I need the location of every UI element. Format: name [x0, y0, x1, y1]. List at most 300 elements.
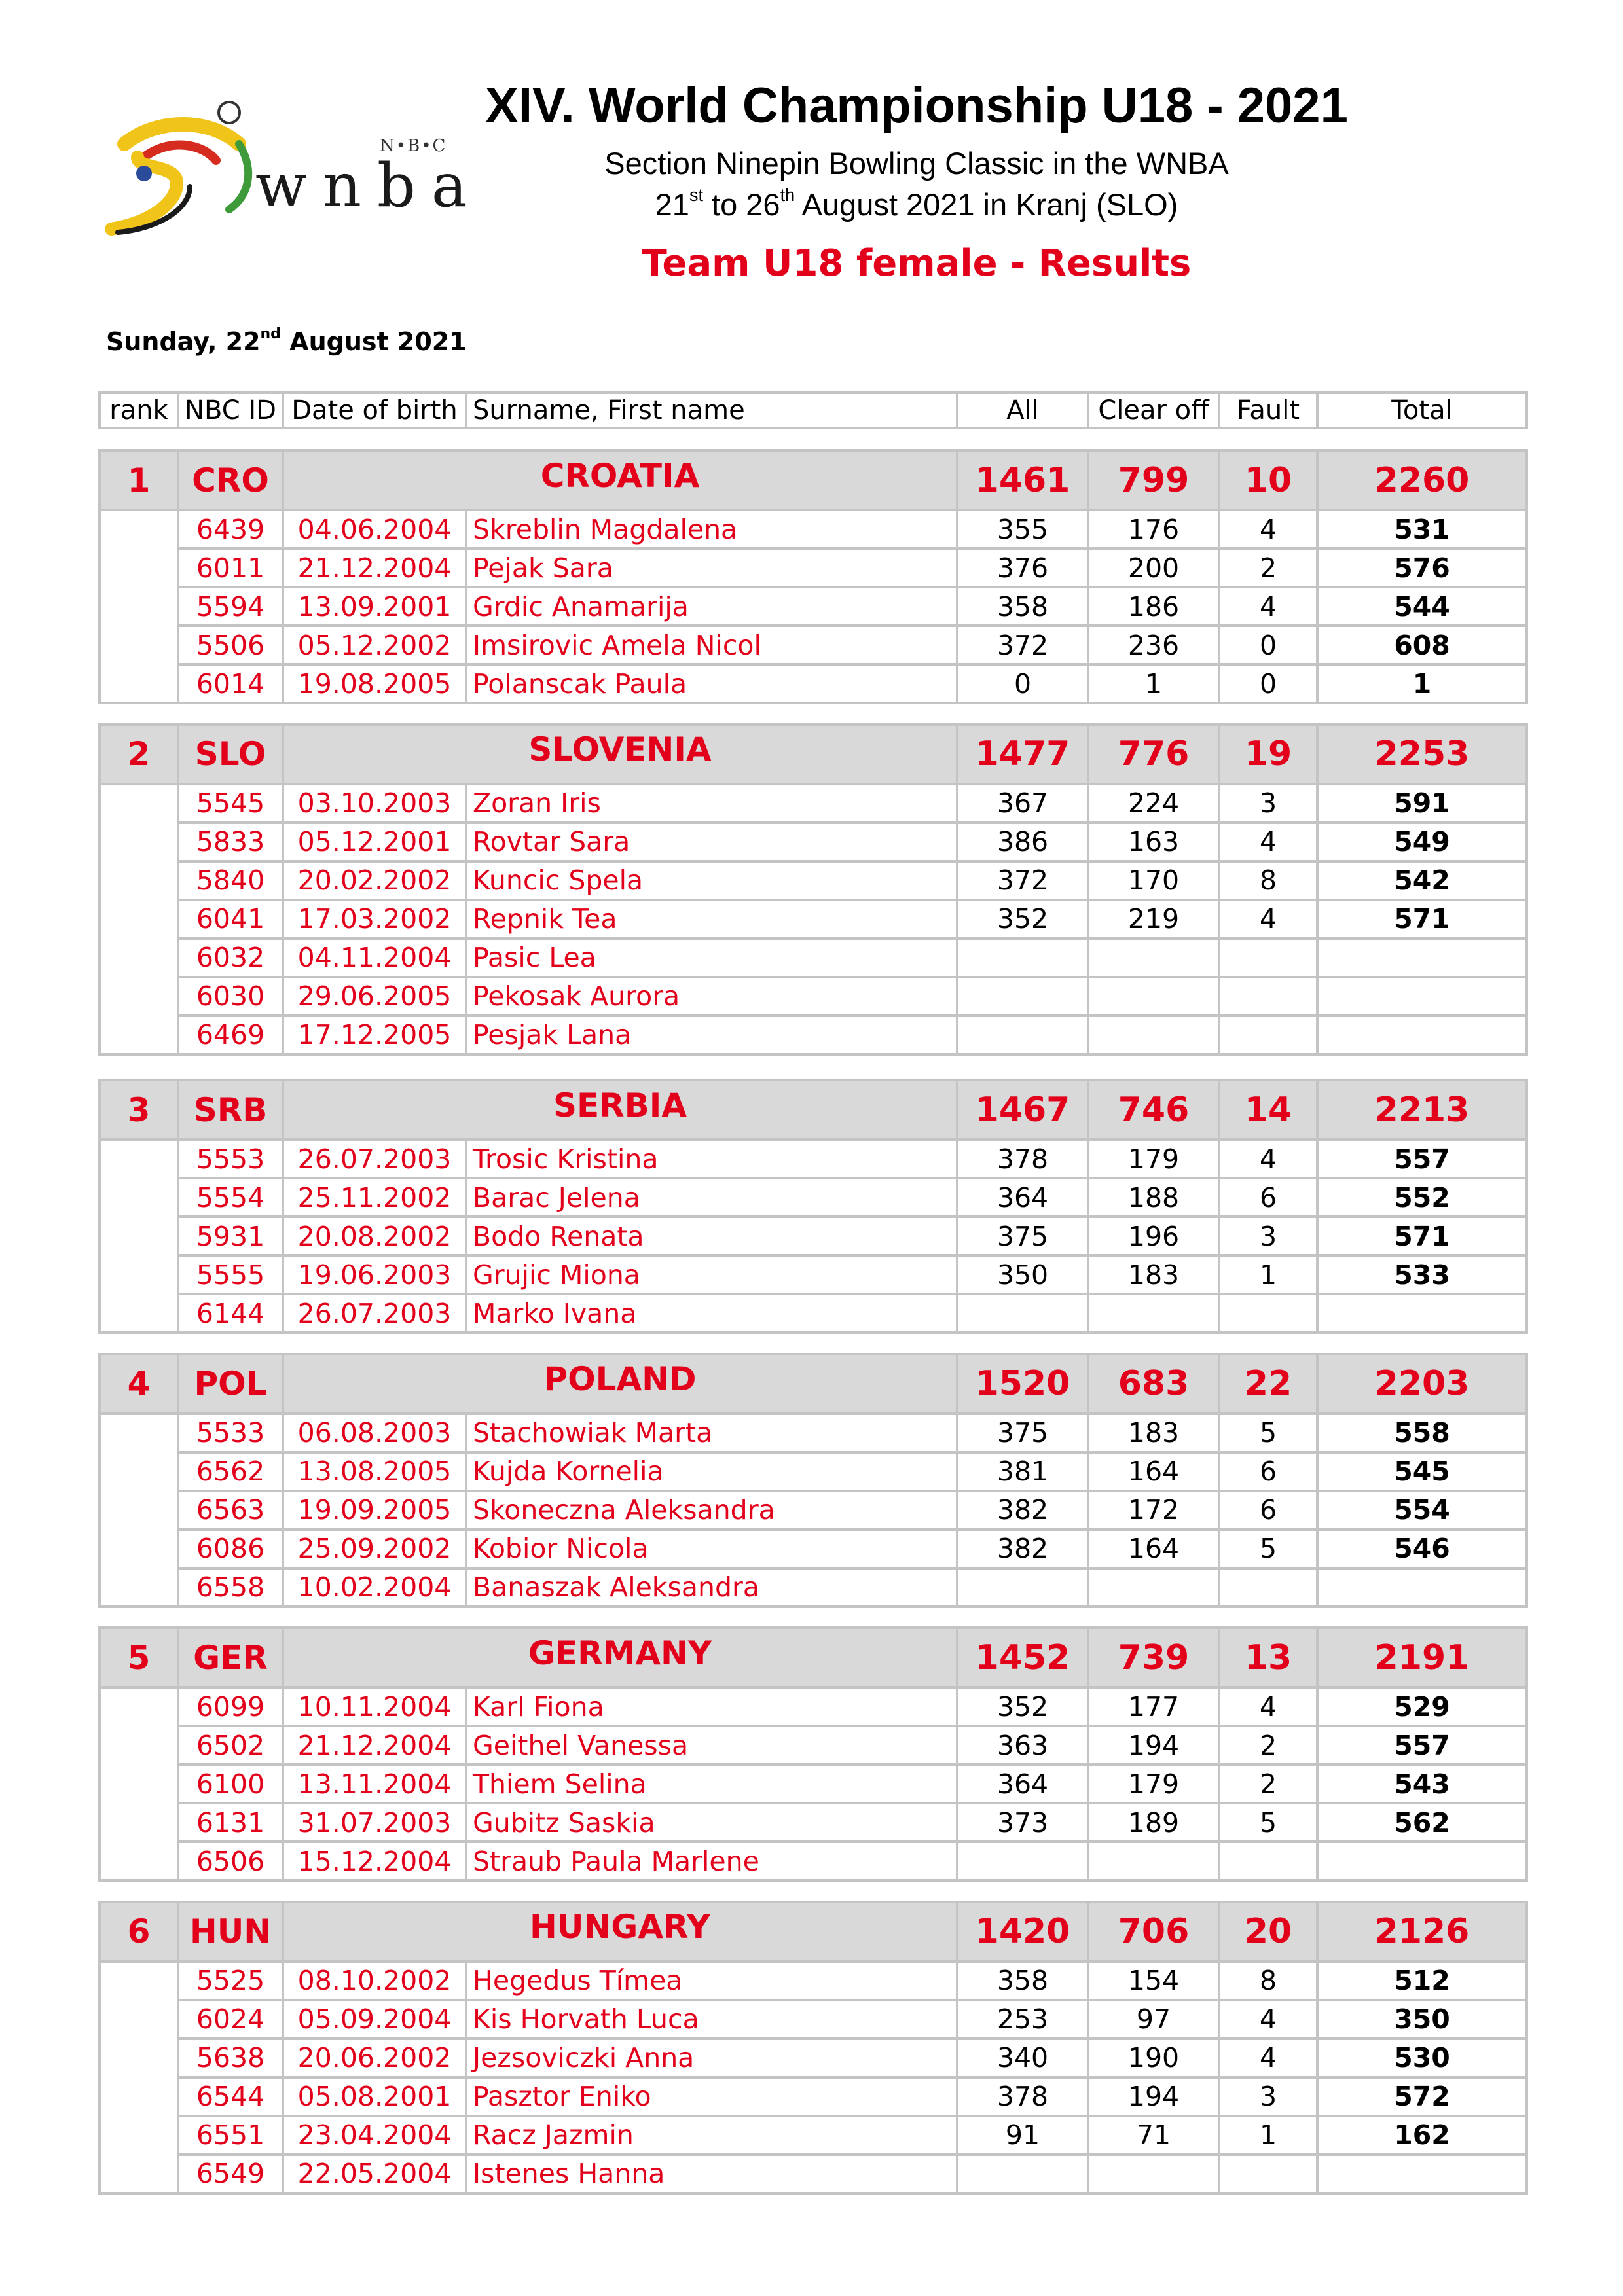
player-name: Karl Fiona	[466, 1687, 957, 1726]
player-date-of-birth: 05.09.2004	[283, 2000, 466, 2039]
player-fault: 6	[1219, 1452, 1317, 1491]
player-clear-off: 194	[1088, 2077, 1219, 2116]
player-clear-off: 176	[1088, 510, 1219, 548]
player-all: 358	[957, 1962, 1088, 2000]
player-clear-off: 164	[1088, 1530, 1219, 1568]
event-dates: 21st to 26th August 2021 in Kranj (SLO)	[655, 185, 1178, 222]
player-total: 542	[1317, 861, 1527, 900]
logo-nbc-text: N•B•C	[380, 136, 447, 156]
player-clear-off: 179	[1088, 1139, 1219, 1178]
player-fault: 8	[1219, 1962, 1317, 2000]
player-total	[1317, 939, 1527, 977]
page-title: XIV. World Championship U18 - 2021	[485, 78, 1348, 134]
player-date-of-birth: 20.08.2002	[283, 1217, 466, 1255]
player-clear-off	[1088, 1294, 1219, 1333]
player-date-of-birth: 19.09.2005	[283, 1491, 466, 1530]
player-date-of-birth: 03.10.2003	[283, 784, 466, 823]
player-name: Repnik Tea	[466, 900, 957, 939]
player-total: 557	[1317, 1139, 1527, 1178]
player-nbc-id: 5545	[178, 784, 283, 823]
player-clear-off	[1088, 1842, 1219, 1880]
player-all: 375	[957, 1414, 1088, 1452]
player-row	[100, 1139, 1527, 1178]
player-clear-off: 186	[1088, 587, 1219, 626]
player-name: Geithel Vanessa	[466, 1726, 957, 1765]
team-fault: 20	[1219, 1902, 1317, 1962]
team-country: SLOVENIA	[283, 725, 957, 784]
player-nbc-id: 5506	[178, 626, 283, 664]
player-date-of-birth: 17.12.2005	[283, 1016, 466, 1054]
results-heading: Team U18 female - Results	[642, 242, 1192, 285]
player-name: Trosic Kristina	[466, 1139, 957, 1178]
team-table-ger	[98, 1626, 1528, 1882]
team-code: SRB	[178, 1080, 283, 1139]
player-clear-off	[1088, 1016, 1219, 1054]
player-fault: 3	[1219, 1217, 1317, 1255]
player-fault	[1219, 1568, 1317, 1607]
player-nbc-id: 5555	[178, 1255, 283, 1294]
col-fault: Fault	[1219, 393, 1317, 428]
player-date-of-birth: 13.09.2001	[283, 587, 466, 626]
player-all	[957, 977, 1088, 1016]
player-row	[100, 1217, 1527, 1255]
player-row	[100, 2039, 1527, 2077]
player-fault: 1	[1219, 1255, 1317, 1294]
player-nbc-id: 6041	[178, 900, 283, 939]
team-fault: 13	[1219, 1628, 1317, 1687]
player-all: 340	[957, 2039, 1088, 2077]
player-total: 1	[1317, 664, 1527, 703]
team-row	[100, 1902, 1527, 1962]
competition-date: Sunday, 22nd August 2021	[106, 326, 467, 356]
player-nbc-id: 6131	[178, 1803, 283, 1842]
player-all: 352	[957, 1687, 1088, 1726]
player-all: 378	[957, 2077, 1088, 2116]
player-row	[100, 587, 1527, 626]
player-row	[100, 1765, 1527, 1803]
player-total: 543	[1317, 1765, 1527, 1803]
player-fault: 8	[1219, 861, 1317, 900]
player-fault: 4	[1219, 510, 1317, 548]
team-country: GERMANY	[283, 1628, 957, 1687]
player-date-of-birth: 05.08.2001	[283, 2077, 466, 2116]
team-country: CROATIA	[283, 450, 957, 510]
player-name: Skreblin Magdalena	[466, 510, 957, 548]
player-clear-off: 164	[1088, 1452, 1219, 1491]
player-nbc-id: 5840	[178, 861, 283, 900]
player-total: 591	[1317, 784, 1527, 823]
player-fault: 5	[1219, 1414, 1317, 1452]
player-total: 350	[1317, 2000, 1527, 2039]
player-date-of-birth: 13.11.2004	[283, 1765, 466, 1803]
player-date-of-birth: 21.12.2004	[283, 548, 466, 587]
player-name: Hegedus Tímea	[466, 1962, 957, 2000]
player-all: 367	[957, 784, 1088, 823]
player-clear-off: 172	[1088, 1491, 1219, 1530]
player-row	[100, 626, 1527, 664]
player-name: Straub Paula Marlene	[466, 1842, 957, 1880]
player-all: 382	[957, 1530, 1088, 1568]
player-clear-off: 194	[1088, 1726, 1219, 1765]
column-header-table	[98, 391, 1528, 429]
team-country: POLAND	[283, 1354, 957, 1414]
team-clear-off: 706	[1088, 1902, 1219, 1962]
player-nbc-id: 5833	[178, 823, 283, 861]
team-code: HUN	[178, 1902, 283, 1962]
rank-spacer	[100, 784, 178, 1054]
player-all: 373	[957, 1803, 1088, 1842]
player-date-of-birth: 17.03.2002	[283, 900, 466, 939]
player-clear-off: 188	[1088, 1178, 1219, 1217]
player-name: Polanscak Paula	[466, 664, 957, 703]
player-fault: 5	[1219, 1803, 1317, 1842]
player-nbc-id: 6558	[178, 1568, 283, 1607]
player-total: 562	[1317, 1803, 1527, 1842]
player-nbc-id: 5554	[178, 1178, 283, 1217]
team-total: 2203	[1317, 1354, 1527, 1414]
player-fault: 2	[1219, 1765, 1317, 1803]
player-name: Imsirovic Amela Nicol	[466, 626, 957, 664]
player-date-of-birth: 29.06.2005	[283, 977, 466, 1016]
team-rank: 6	[100, 1902, 178, 1962]
player-fault: 4	[1219, 900, 1317, 939]
player-row	[100, 1294, 1527, 1333]
player-all: 372	[957, 861, 1088, 900]
team-clear-off: 683	[1088, 1354, 1219, 1414]
player-row	[100, 2155, 1527, 2193]
player-total: 608	[1317, 626, 1527, 664]
player-row	[100, 2077, 1527, 2116]
player-date-of-birth: 21.12.2004	[283, 1726, 466, 1765]
player-fault: 4	[1219, 2000, 1317, 2039]
player-fault	[1219, 1016, 1317, 1054]
team-table-slo	[98, 723, 1528, 1056]
team-rank: 5	[100, 1628, 178, 1687]
player-total: 512	[1317, 1962, 1527, 2000]
player-total	[1317, 1842, 1527, 1880]
team-rank: 4	[100, 1354, 178, 1414]
team-total: 2213	[1317, 1080, 1527, 1139]
col-rank: rank	[100, 393, 178, 428]
player-row	[100, 2116, 1527, 2155]
player-clear-off: 189	[1088, 1803, 1219, 1842]
player-row	[100, 664, 1527, 703]
team-table-cro	[98, 449, 1528, 704]
player-all: 355	[957, 510, 1088, 548]
player-fault: 6	[1219, 1178, 1317, 1217]
team-table-srb	[98, 1079, 1528, 1334]
player-name: Pasztor Eniko	[466, 2077, 957, 2116]
player-name: Rovtar Sara	[466, 823, 957, 861]
player-all: 372	[957, 626, 1088, 664]
player-all: 386	[957, 823, 1088, 861]
team-all: 1420	[957, 1902, 1088, 1962]
player-total	[1317, 1294, 1527, 1333]
player-row	[100, 1016, 1527, 1054]
player-date-of-birth: 20.02.2002	[283, 861, 466, 900]
player-name: Stachowiak Marta	[466, 1414, 957, 1452]
player-date-of-birth: 26.07.2003	[283, 1294, 466, 1333]
player-name: Istenes Hanna	[466, 2155, 957, 2193]
player-nbc-id: 5553	[178, 1139, 283, 1178]
player-nbc-id: 6502	[178, 1726, 283, 1765]
team-row	[100, 1628, 1527, 1687]
player-name: Kobior Nicola	[466, 1530, 957, 1568]
player-all: 375	[957, 1217, 1088, 1255]
col-clear-off: Clear off	[1088, 393, 1219, 428]
player-all: 381	[957, 1452, 1088, 1491]
team-row	[100, 725, 1527, 784]
team-row	[100, 450, 1527, 510]
player-all: 364	[957, 1765, 1088, 1803]
player-nbc-id: 6099	[178, 1687, 283, 1726]
player-name: Skoneczna Aleksandra	[466, 1491, 957, 1530]
player-name: Barac Jelena	[466, 1178, 957, 1217]
player-total: 530	[1317, 2039, 1527, 2077]
player-name: Pesjak Lana	[466, 1016, 957, 1054]
player-fault: 4	[1219, 587, 1317, 626]
player-clear-off: 97	[1088, 2000, 1219, 2039]
player-nbc-id: 6100	[178, 1765, 283, 1803]
player-row	[100, 1842, 1527, 1880]
player-clear-off	[1088, 977, 1219, 1016]
player-total: 554	[1317, 1491, 1527, 1530]
player-clear-off: 224	[1088, 784, 1219, 823]
rank-spacer	[100, 1962, 178, 2193]
team-table-pol	[98, 1353, 1528, 1608]
player-row	[100, 977, 1527, 1016]
player-date-of-birth: 05.12.2001	[283, 823, 466, 861]
player-clear-off: 190	[1088, 2039, 1219, 2077]
player-clear-off	[1088, 939, 1219, 977]
col-nbc-id: NBC ID	[178, 393, 283, 428]
player-clear-off: 236	[1088, 626, 1219, 664]
player-total	[1317, 1568, 1527, 1607]
team-clear-off: 799	[1088, 450, 1219, 510]
team-table-hun	[98, 1901, 1528, 2195]
player-total: 162	[1317, 2116, 1527, 2155]
player-all	[957, 1294, 1088, 1333]
player-name: Kis Horvath Luca	[466, 2000, 957, 2039]
player-all: 91	[957, 2116, 1088, 2155]
player-fault	[1219, 977, 1317, 1016]
player-fault	[1219, 1294, 1317, 1333]
player-clear-off: 154	[1088, 1962, 1219, 2000]
player-row	[100, 900, 1527, 939]
player-name: Bodo Renata	[466, 1217, 957, 1255]
player-name: Grdic Anamarija	[466, 587, 957, 626]
team-total: 2253	[1317, 725, 1527, 784]
team-code: GER	[178, 1628, 283, 1687]
player-total: 558	[1317, 1414, 1527, 1452]
team-rank: 1	[100, 450, 178, 510]
player-row	[100, 1726, 1527, 1765]
player-date-of-birth: 22.05.2004	[283, 2155, 466, 2193]
player-nbc-id: 6551	[178, 2116, 283, 2155]
player-date-of-birth: 04.06.2004	[283, 510, 466, 548]
player-date-of-birth: 04.11.2004	[283, 939, 466, 977]
col-total: Total	[1317, 393, 1527, 428]
player-all: 0	[957, 664, 1088, 703]
player-date-of-birth: 26.07.2003	[283, 1139, 466, 1178]
player-all: 382	[957, 1491, 1088, 1530]
player-total: 557	[1317, 1726, 1527, 1765]
player-total: 531	[1317, 510, 1527, 548]
player-nbc-id: 6086	[178, 1530, 283, 1568]
player-row	[100, 823, 1527, 861]
player-row	[100, 510, 1527, 548]
player-nbc-id: 6030	[178, 977, 283, 1016]
player-all: 363	[957, 1726, 1088, 1765]
player-fault: 6	[1219, 1491, 1317, 1530]
player-row	[100, 548, 1527, 587]
team-country: SERBIA	[283, 1080, 957, 1139]
player-all: 364	[957, 1178, 1088, 1217]
player-date-of-birth: 19.06.2003	[283, 1255, 466, 1294]
team-row	[100, 1354, 1527, 1414]
player-nbc-id: 6144	[178, 1294, 283, 1333]
team-country: HUNGARY	[283, 1902, 957, 1962]
player-nbc-id: 5931	[178, 1217, 283, 1255]
player-nbc-id: 6024	[178, 2000, 283, 2039]
player-nbc-id: 6544	[178, 2077, 283, 2116]
team-row	[100, 1080, 1527, 1139]
rank-spacer	[100, 1139, 178, 1333]
player-total	[1317, 2155, 1527, 2193]
player-clear-off: 200	[1088, 548, 1219, 587]
player-row	[100, 861, 1527, 900]
team-code: POL	[178, 1354, 283, 1414]
player-all: 358	[957, 587, 1088, 626]
player-date-of-birth: 10.02.2004	[283, 1568, 466, 1607]
player-date-of-birth: 13.08.2005	[283, 1452, 466, 1491]
player-total: 549	[1317, 823, 1527, 861]
team-clear-off: 746	[1088, 1080, 1219, 1139]
team-all: 1461	[957, 450, 1088, 510]
team-fault: 22	[1219, 1354, 1317, 1414]
player-all: 378	[957, 1139, 1088, 1178]
section-subtitle: Section Ninepin Bowling Classic in the WNBA	[604, 146, 1229, 181]
player-name: Pejak Sara	[466, 548, 957, 587]
player-fault: 2	[1219, 1726, 1317, 1765]
player-date-of-birth: 23.04.2004	[283, 2116, 466, 2155]
player-fault: 4	[1219, 823, 1317, 861]
player-row	[100, 1687, 1527, 1726]
player-fault: 0	[1219, 626, 1317, 664]
player-nbc-id: 6014	[178, 664, 283, 703]
player-name: Pekosak Aurora	[466, 977, 957, 1016]
player-date-of-birth: 25.11.2002	[283, 1178, 466, 1217]
rank-spacer	[100, 1687, 178, 1880]
player-date-of-birth: 19.08.2005	[283, 664, 466, 703]
team-clear-off: 776	[1088, 725, 1219, 784]
player-row	[100, 1568, 1527, 1607]
player-nbc-id: 6563	[178, 1491, 283, 1530]
player-total: 533	[1317, 1255, 1527, 1294]
team-fault: 14	[1219, 1080, 1317, 1139]
player-name: Pasic Lea	[466, 939, 957, 977]
player-row	[100, 1491, 1527, 1530]
player-total: 571	[1317, 1217, 1527, 1255]
player-row	[100, 784, 1527, 823]
player-name: Zoran Iris	[466, 784, 957, 823]
team-total: 2191	[1317, 1628, 1527, 1687]
player-row	[100, 939, 1527, 977]
player-nbc-id: 6439	[178, 510, 283, 548]
rank-spacer	[100, 510, 178, 703]
player-fault: 2	[1219, 548, 1317, 587]
player-clear-off: 163	[1088, 823, 1219, 861]
player-nbc-id: 6562	[178, 1452, 283, 1491]
player-date-of-birth: 05.12.2002	[283, 626, 466, 664]
logo-wordmark: wnba	[255, 151, 483, 221]
player-clear-off: 183	[1088, 1414, 1219, 1452]
player-fault: 5	[1219, 1530, 1317, 1568]
player-date-of-birth: 31.07.2003	[283, 1803, 466, 1842]
player-total: 576	[1317, 548, 1527, 587]
player-all: 352	[957, 900, 1088, 939]
player-clear-off: 219	[1088, 900, 1219, 939]
player-clear-off: 177	[1088, 1687, 1219, 1726]
player-name: Marko Ivana	[466, 1294, 957, 1333]
player-fault: 4	[1219, 1687, 1317, 1726]
player-clear-off: 170	[1088, 861, 1219, 900]
player-name: Racz Jazmin	[466, 2116, 957, 2155]
player-name: Jezsoviczki Anna	[466, 2039, 957, 2077]
player-row	[100, 1530, 1527, 1568]
player-total: 529	[1317, 1687, 1527, 1726]
player-fault: 1	[1219, 2116, 1317, 2155]
player-fault	[1219, 2155, 1317, 2193]
player-nbc-id: 6506	[178, 1842, 283, 1880]
player-name: Banaszak Aleksandra	[466, 1568, 957, 1607]
player-fault: 3	[1219, 2077, 1317, 2116]
player-date-of-birth: 20.06.2002	[283, 2039, 466, 2077]
team-code: SLO	[178, 725, 283, 784]
player-fault	[1219, 939, 1317, 977]
player-name: Kuncic Spela	[466, 861, 957, 900]
player-nbc-id: 5594	[178, 587, 283, 626]
player-row	[100, 1452, 1527, 1491]
player-clear-off	[1088, 2155, 1219, 2193]
player-name: Kujda Kornelia	[466, 1452, 957, 1491]
player-total	[1317, 1016, 1527, 1054]
team-total: 2260	[1317, 450, 1527, 510]
player-nbc-id: 5525	[178, 1962, 283, 2000]
player-all: 376	[957, 548, 1088, 587]
player-date-of-birth: 06.08.2003	[283, 1414, 466, 1452]
team-all: 1467	[957, 1080, 1088, 1139]
player-date-of-birth: 15.12.2004	[283, 1842, 466, 1880]
player-fault	[1219, 1842, 1317, 1880]
player-all	[957, 2155, 1088, 2193]
player-name: Grujic Miona	[466, 1255, 957, 1294]
player-clear-off: 183	[1088, 1255, 1219, 1294]
player-nbc-id: 6032	[178, 939, 283, 977]
player-row	[100, 1414, 1527, 1452]
col-name: Surname, First name	[466, 393, 957, 428]
player-clear-off: 179	[1088, 1765, 1219, 1803]
player-total: 545	[1317, 1452, 1527, 1491]
team-code: CRO	[178, 450, 283, 510]
team-all: 1452	[957, 1628, 1088, 1687]
player-total: 546	[1317, 1530, 1527, 1568]
player-row	[100, 1803, 1527, 1842]
player-row	[100, 1962, 1527, 2000]
team-all: 1477	[957, 725, 1088, 784]
team-total: 2126	[1317, 1902, 1527, 1962]
player-nbc-id: 6011	[178, 548, 283, 587]
